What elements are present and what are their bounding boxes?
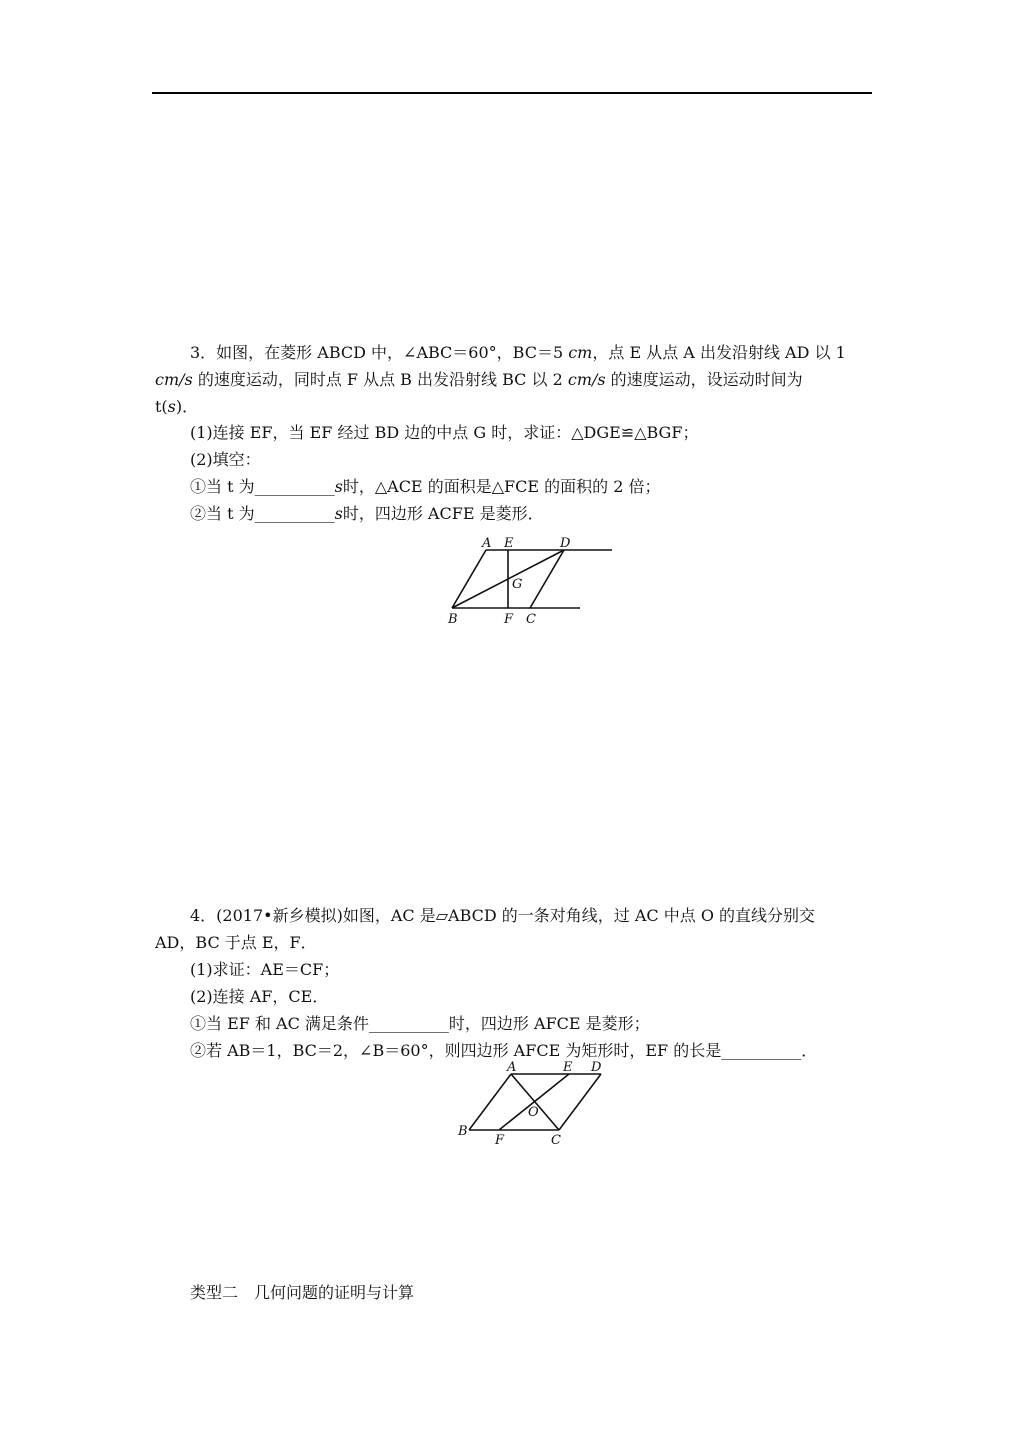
label-c: C xyxy=(551,1133,561,1148)
line-ef xyxy=(499,1074,569,1130)
problem3-line2: cm/s 的速度运动，同时点 F 从点 B 出发沿射线 BC 以 2 cm/s 的速度运动，设运动时间为 xyxy=(155,370,803,389)
problem4-line2: AD，BC 于点 E，F． xyxy=(155,933,317,952)
problem4-figure xyxy=(455,1058,615,1148)
label-a: A xyxy=(482,536,492,551)
line-ab xyxy=(469,1074,511,1130)
header-rule xyxy=(152,92,872,94)
problem3-line1: 3．如图，在菱形 ABCD 中，∠ABC＝60°，BC＝5 cm，点 E 从点 A 出发沿射线 AD 以 1 xyxy=(190,343,846,362)
label-a: A xyxy=(507,1060,517,1075)
label-f: F xyxy=(495,1133,505,1148)
problem4-question2a: ①当 EF 和 AC 满足条件__________时，四边形 AFCE 是菱形； xyxy=(190,1014,650,1033)
problem3-question2b: ②当 t 为__________s时，四边形 ACFE 是菱形． xyxy=(190,504,544,523)
problem4-question2b: ②若 AB＝1，BC＝2，∠B＝60°，则四边形 AFCE 为矩形时，EF 的长是__________． xyxy=(190,1041,818,1060)
label-b: B xyxy=(458,1124,468,1139)
problem3-question2a: ①当 t 为__________s时，△ACE 的面积是△FCE 的面积的 2 倍； xyxy=(190,477,661,496)
problem3-question2: (2)填空： xyxy=(190,450,261,469)
label-d: D xyxy=(560,536,571,551)
label-d: D xyxy=(591,1060,602,1075)
label-c: C xyxy=(526,612,536,627)
problem4-question1: (1)求证：AE＝CF； xyxy=(190,960,340,979)
label-e: E xyxy=(504,536,514,551)
problem4-line1: 4．(2017•新乡模拟)如图，AC 是▱ABCD 的一条对角线，过 AC 中点 O 的直线分别交 xyxy=(190,906,816,925)
label-e: E xyxy=(563,1060,573,1075)
problem3-line3: t(s)． xyxy=(155,397,199,416)
label-o: O xyxy=(528,1105,539,1120)
label-b: B xyxy=(448,612,458,627)
problem4-question2: (2)连接 AF，CE． xyxy=(190,987,329,1006)
section-heading: 类型二 几何问题的证明与计算 xyxy=(190,1283,415,1302)
problem3-figure xyxy=(440,530,630,630)
label-g: G xyxy=(512,577,523,592)
problem3-question1: (1)连接 EF，当 EF 经过 BD 边的中点 G 时，求证：△DGE≌△BGF； xyxy=(190,423,699,442)
label-f: F xyxy=(504,612,514,627)
line-dc xyxy=(559,1074,601,1130)
